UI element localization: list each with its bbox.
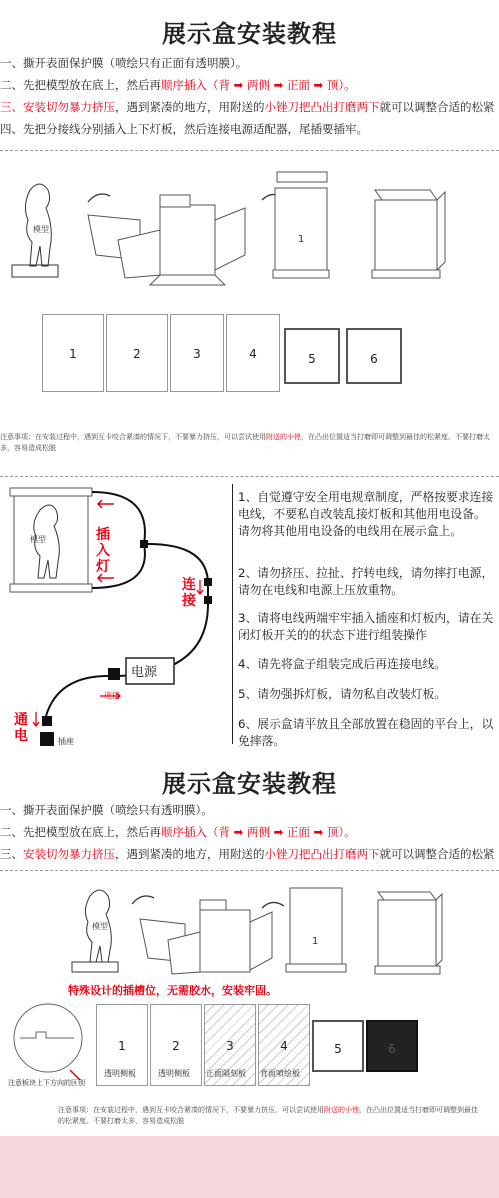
assembled-box [375, 892, 442, 974]
arrow-left [132, 896, 154, 904]
section-2-title: 展示盒安装教程 [162, 770, 337, 798]
socket [40, 732, 54, 746]
display-case [14, 496, 88, 584]
wiring-diagram [0, 480, 240, 760]
safety-rule-4: 4、请先将盒子组装完成后再连接电线。 [238, 657, 447, 671]
panel-1 [42, 314, 104, 392]
panel-1-number: 1 [118, 1038, 126, 1053]
panel-3 [170, 314, 224, 392]
divider [0, 870, 499, 871]
arrow-left [88, 194, 110, 202]
arrow-insert-top [98, 500, 114, 508]
panel-5 [312, 1020, 364, 1072]
assembled-box [372, 190, 445, 278]
step-2: 二、先把模型放在底上，然后再顺序插入（背 ➡ 两侧 ➡ 正面 ➡ 顶）。 [0, 78, 356, 92]
step-3: 三、安装切勿暴力挤压，遇到紧凑的地方，用附送的小锉刀把凸出打磨两下就可以调整合适的松紧 [0, 100, 495, 114]
step-3: 三、安装切勿暴力挤压，遇到紧凑的地方，用附送的小锉刀把凸出打磨两下就可以调整合适的松紧 [0, 847, 495, 861]
cable-to-socket [46, 676, 108, 716]
model-figure [72, 890, 118, 972]
panel-5-number: 5 [334, 1042, 342, 1057]
connect-small-label: 连接 [104, 691, 120, 700]
connector-bottom [204, 596, 212, 604]
safety-rule-6: 6、展示盒请平放且全部放置在稳固的平台上，以免摔落。 [238, 717, 494, 748]
power-plug [108, 668, 120, 680]
panel-1-number: 1 [69, 346, 77, 361]
box-with-lid [286, 888, 346, 972]
safety-rule-1: 1、自觉遵守安全用电规章制度，严格按要求连接电线，不要私自改装乱接灯板和其他用电设备。请勿将其他用电设备的电线用在展示盒上。 [238, 490, 494, 538]
panel-2-number: 2 [172, 1038, 180, 1053]
connector-top [204, 578, 212, 586]
connect-label: 连接 [182, 577, 196, 609]
base-direction-note: 注意板块上下方向的区别 [8, 1079, 85, 1087]
cable-main [148, 544, 208, 604]
box-number-label: 1 [312, 936, 319, 947]
model-label: 模型 [92, 922, 108, 931]
panel-3-number: 3 [226, 1038, 234, 1053]
step-2: 二、先把模型放在底上，然后再顺序插入（背 ➡ 两侧 ➡ 正面 ➡ 顶）。 [0, 825, 356, 839]
model-label: 模型 [33, 225, 49, 234]
panel-4 [226, 314, 280, 392]
divider [0, 476, 499, 477]
arrow-plug [33, 712, 39, 726]
base-detail [10, 1000, 90, 1080]
socket-plug [42, 716, 52, 726]
step-4: 四、先把分接线分别插入上下灯板，然后连接电源适配器，尾插要插牢。 [0, 122, 368, 136]
power-label: 电源 [131, 665, 158, 680]
panel-2-label: 透明侧板 [158, 1069, 190, 1078]
step-1: 一、撕开表面保护膜（喷绘只有透明膜）。 [0, 803, 213, 817]
step-1: 一、撕开表面保护膜（喷绘只有正面有透明膜）。 [0, 56, 248, 70]
exploded-box [140, 900, 272, 974]
panel-4-label: 背面喷绘板 [260, 1069, 300, 1078]
panel-6-number: 6 [388, 1042, 396, 1057]
arrow-right [262, 902, 284, 908]
page-title: 展示盒安装教程 [162, 20, 337, 48]
safety-rule-5: 5、请勿强拆灯板，请勿私自改装灯板。 [238, 687, 447, 701]
arrow-insert-bottom [98, 574, 114, 582]
top-light-board [10, 488, 92, 496]
bottom-light-board [10, 584, 92, 592]
panel-5 [284, 328, 340, 384]
box-number-label: 1 [298, 234, 305, 245]
vertical-divider [232, 484, 233, 744]
panel-6 [346, 328, 402, 384]
panel-1-label: 透明侧板 [104, 1069, 136, 1078]
note-1: 注意事项：在安装过程中，遇到互卡咬合紧凑的情况下，不要暴力挤压，可以尝试使用附送的小锉，在凸出位置适当打磨即可调整到最佳的松紧度。不要打磨太多，容易造成松脱 [0, 433, 490, 452]
panel-6 [366, 1020, 418, 1072]
panel-6-number: 6 [370, 351, 378, 366]
safety-rule-3: 3、请将电线两端牢牢插入插座和灯板内，请在关闭灯板开关的的状态下进行组装操作 [238, 611, 494, 642]
exploded-box [88, 195, 245, 285]
note-2: 注意事项：在安装过程中，遇到互卡咬合紧凑的情况下，不要暴力挤压，可以尝试使用附送的小锉，在凸出位置适当打磨即可调整到最佳的松紧度。不要打磨太多，容易造成松脱 [58, 1106, 478, 1125]
panel-4-number: 4 [249, 346, 257, 361]
slot-design-text: 特殊设计的插槽位，无需胶水，安装牢固。 [68, 984, 277, 997]
model-label: 模型 [30, 535, 46, 544]
cable-junction [140, 540, 148, 548]
panel-2-number: 2 [133, 346, 141, 361]
panel-5-number: 5 [308, 351, 316, 366]
assembly-illustration [0, 160, 499, 290]
divider [0, 150, 499, 151]
panel-3-number: 3 [193, 346, 201, 361]
power-on-label: 通电 [14, 712, 28, 744]
panel-3-label: 正面隔刻板 [206, 1069, 246, 1078]
insert-light-label: 插入灯 [96, 527, 110, 575]
panel-4-number: 4 [280, 1038, 288, 1053]
socket-label: 插座 [58, 737, 74, 746]
box-with-lid [273, 172, 329, 278]
assembly-illustration-2 [0, 874, 499, 984]
safety-rule-2: 2、请勿挤压、拉扯、拧转电线，请勿摔打电源，请勿在电线和电源上压放重物。 [238, 566, 494, 597]
panel-2 [106, 314, 168, 392]
